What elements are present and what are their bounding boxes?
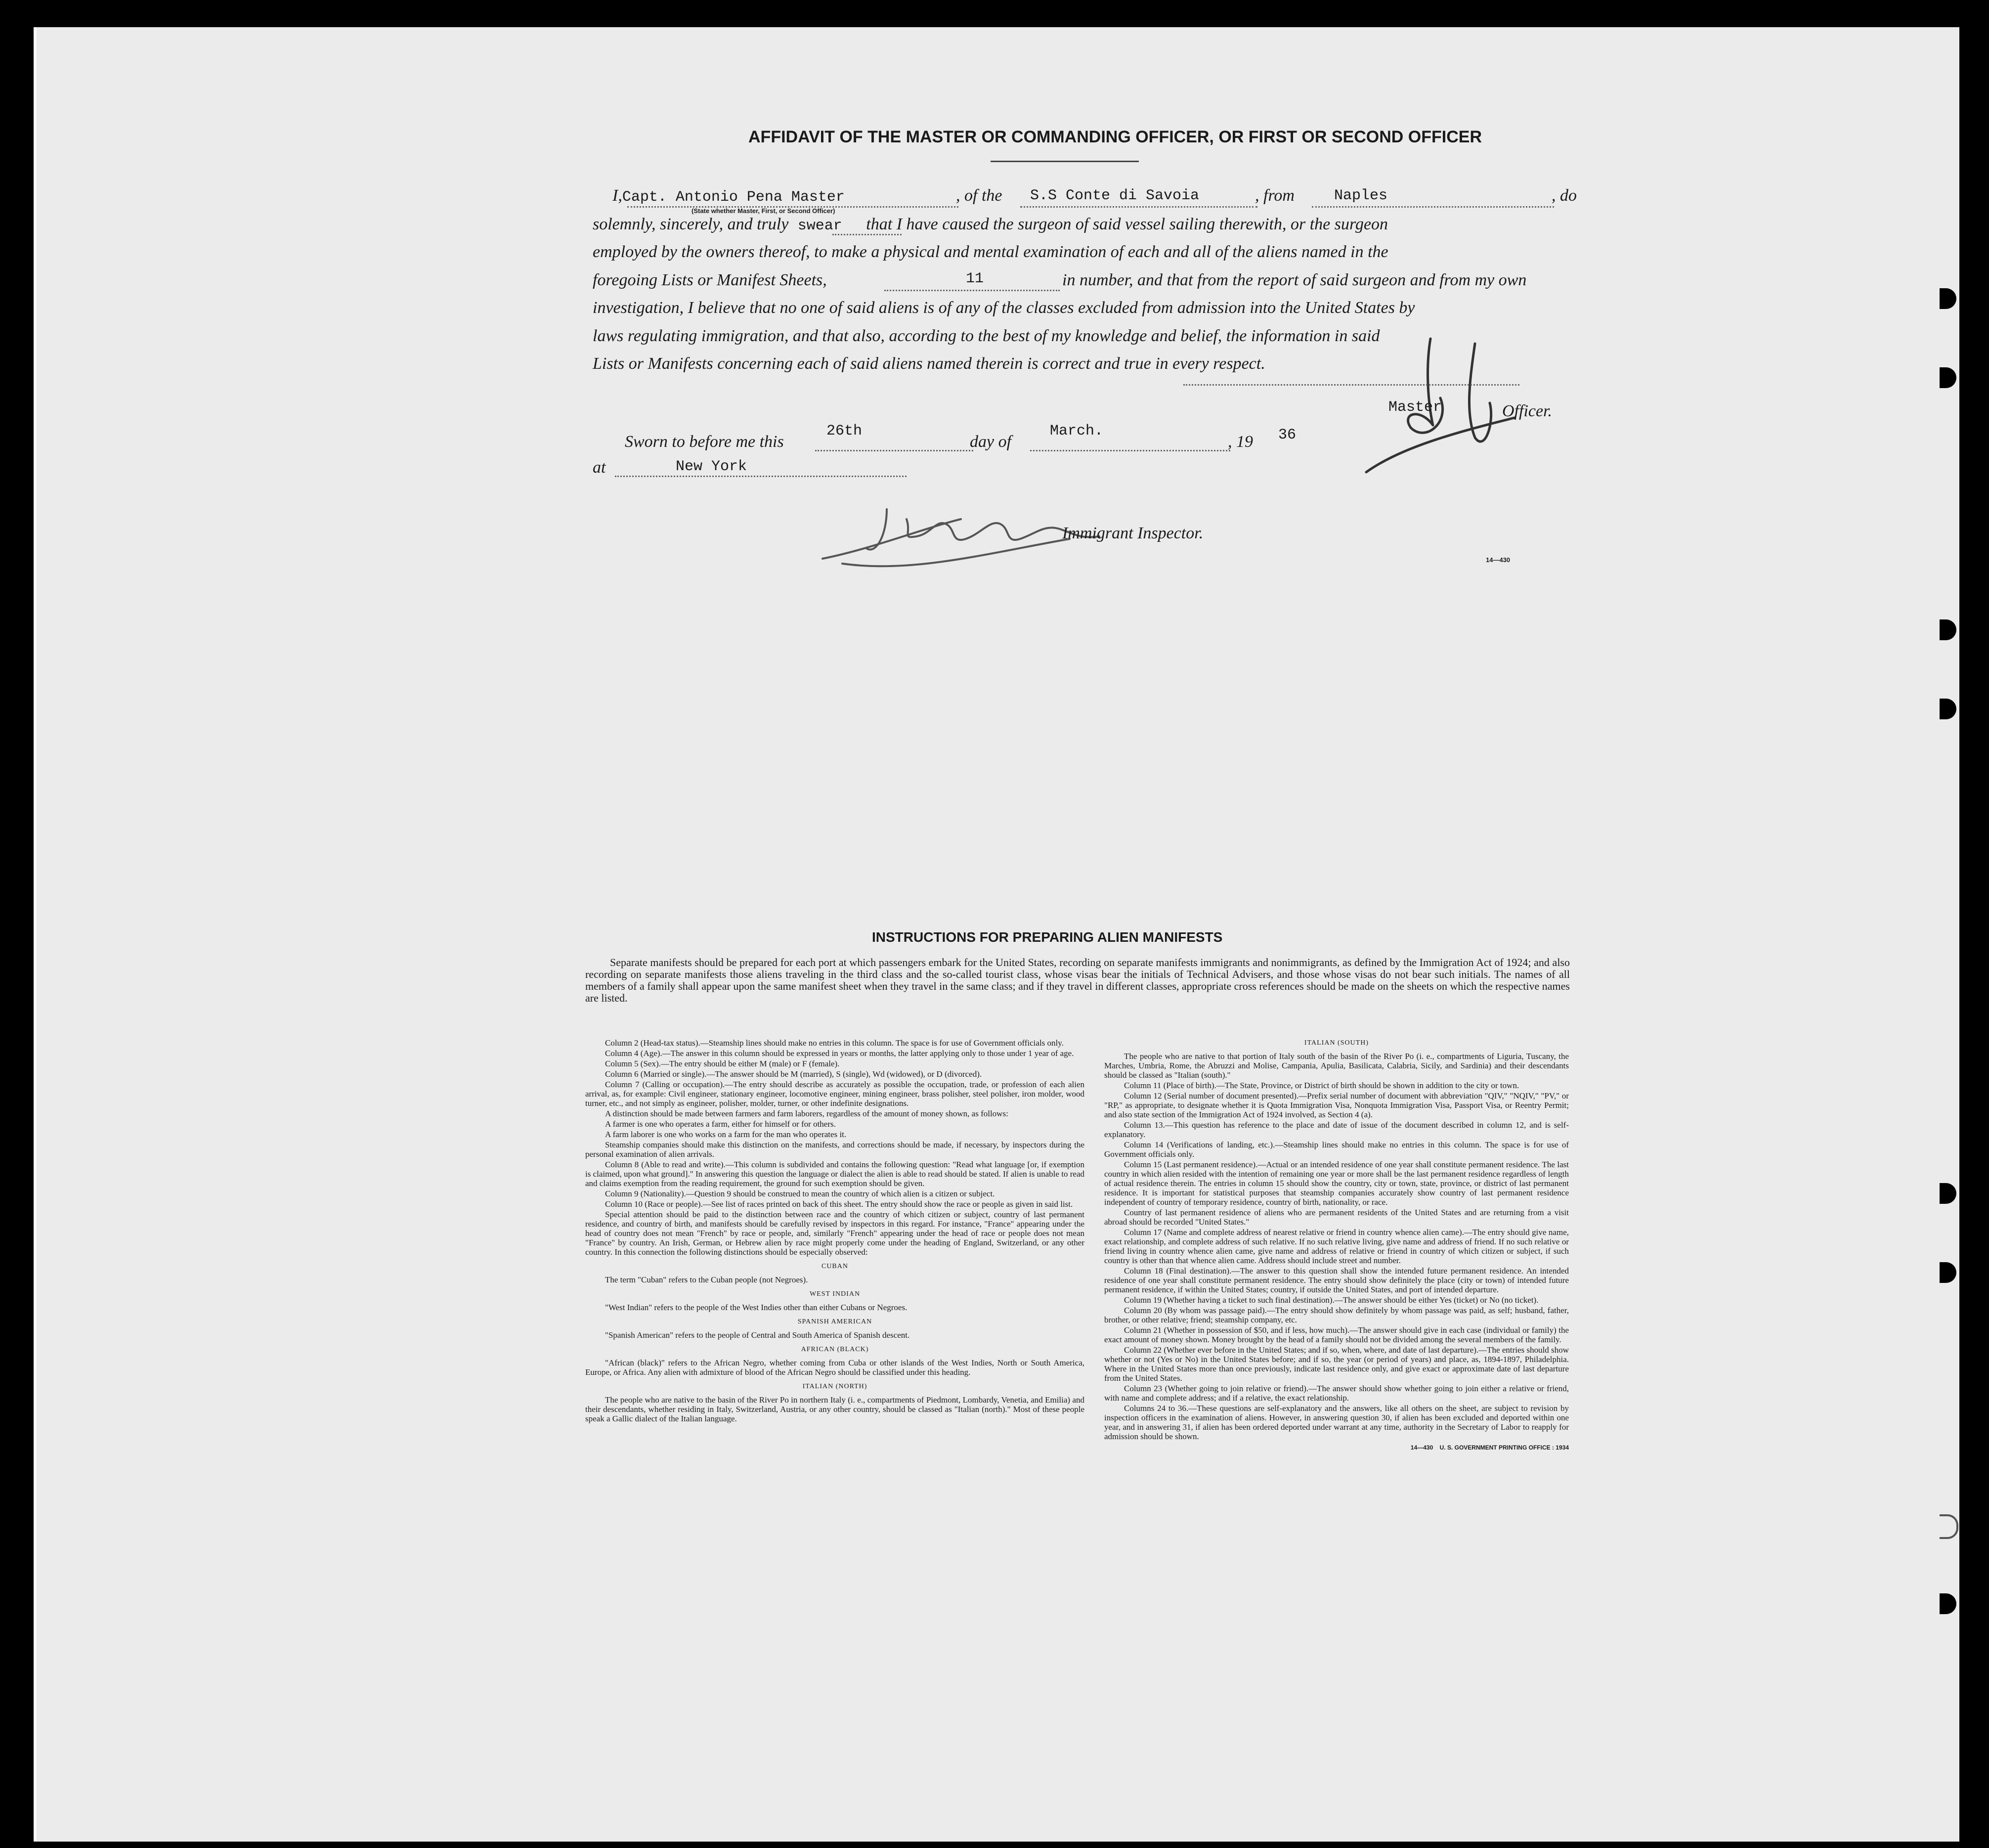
affidavit-line-1 — [612, 186, 845, 206]
instruction-paragraph: Column 7 (Calling or occupation).—The entry should describe as accurately as possible the occupation, trade, or profession of each alien arrival, as, for example: Civil engineer, stationary engineer, locomotive engineer, mining engineer, brass polisher, steel polisher, iron molder, wood turner, etc., and not simply as engineer, polisher, molder, turner, or other indefinite designations. — [585, 1080, 1084, 1108]
year-value: 36 — [1278, 427, 1297, 443]
instruction-paragraph: Column 22 (Whether ever before in the United States; and if so, when, where, and date of last departure).—The entries should show whether or not (Yes or No) in the United States before; and if so, the year (or period of years) and place, as, 1894-1897, Philadelphia. Where in the United States more than once previously, indicate last residence only, and give exact or approximate date of last departure from the United States. — [1104, 1345, 1569, 1383]
instruction-paragraph: Column 18 (Final destination).—The answer to this question shall show the intended future permanent residence. An intended residence of one year shall constitute permanent residence. The entry should show definitely the place (city or town) of intended future permanent residence, if within the United States; country, if outside the United States, and port of intended departure. — [1104, 1266, 1569, 1294]
spanish-american-heading: SPANISH AMERICAN — [797, 1318, 872, 1325]
cuban-heading: CUBAN — [821, 1263, 848, 1270]
instruction-paragraph: A distinction should be made between farmers and farm laborers, regardless of the amount of money shown, as follows: — [605, 1109, 1008, 1118]
binder-hole — [1940, 367, 1956, 388]
affidavit-line-4a: foregoing Lists or Manifest Sheets, — [593, 271, 827, 289]
instruction-paragraph: Column 15 (Last permanent residence).—Actual or an intended residence of one year shall constitute permanent residence. The last country in which alien resided with the intention of remaining one year or more shall be the last permanent residence regardless of length of actual residence therein. The entries in column 15 should show the country, city or town, state, province, or district of last permanent residence. It is important for statistical purposes that steamship companies accurately show country of last permanent residence independent of country of temporary residence, country of birth, nationality, or race. — [1104, 1160, 1569, 1207]
oath-value: swear — [797, 218, 842, 234]
instructions-left-column — [585, 1038, 1084, 1424]
binder-hole — [1940, 288, 1956, 309]
sheets-count-value: 11 — [966, 270, 984, 287]
instruction-paragraph: Column 13.—This question has reference to the place and date of issue of the document described in column 12, and is self-explanatory. — [1104, 1120, 1569, 1139]
instruction-paragraph: Column 21 (Whether in possession of $50, and if less, how much).—The answer should give in each case (individual or family) the exact amount of money shown. Money brought by the head of a family should not be divided among the several members of the family. — [1104, 1325, 1569, 1344]
place-value: New York — [676, 458, 747, 475]
affidavit-line-3: employed by the owners thereof, to make a physical and mental examination of each and all of the aliens named in the — [593, 243, 1388, 261]
do-label: , do — [1552, 186, 1577, 205]
affidavit-line-7: Lists or Manifests concerning each of said aliens named therein is correct and true in every respect. — [593, 354, 1265, 373]
footer-printing-office: U. S. GOVERNMENT PRINTING OFFICE : 1934 — [1439, 1444, 1569, 1451]
african-heading: AFRICAN (BLACK) — [801, 1346, 869, 1353]
manifest-sheet — [34, 27, 1959, 1842]
instruction-paragraph: Column 8 (Able to read and write).—This column is subdivided and contains the following question: "Read what language [or, if exemption is claimed, upon what ground]." In answering this question the language or dialect the alien is able to read should be stated. If alien is unable to read and claims exemption from the reading requirement, the ground for such exemption should be given. — [585, 1160, 1084, 1188]
from-label: , from — [1255, 186, 1295, 205]
month-line — [1030, 450, 1230, 451]
signer-title-value: Master — [1388, 399, 1442, 416]
spanish-american-text: "Spanish American" refers to the people of Central and South America of Spanish descent. — [605, 1330, 910, 1340]
italian-north-text: The people who are native to the basin of the River Po in northern Italy (i. e., compartments of Piedmont, Lombardy, Venetia, and Emilia) and their descendants, whether residing in Italy, Switzerland, Austria, or any other country, should be classed as "Italian (north)." Most of these people speak a Gallic dialect of the Italian language. — [585, 1395, 1084, 1423]
instruction-paragraph: Column 20 (By whom was passage paid).—The entry should show definitely by whom passage was paid, as self; husband, father, brother, or other relative; friend; steamship company, etc. — [1104, 1306, 1569, 1324]
footer-form-number: 14—430 — [1410, 1444, 1433, 1451]
oath-line — [832, 234, 902, 235]
african-text: "African (black)" refers to the African Negro, whether coming from Cuba or other islands of the West Indies, North or South America, Europe, or Africa. Any alien with admixture of blood of the African Negro should be classified under this heading. — [585, 1358, 1084, 1377]
instruction-paragraph: Column 11 (Place of birth).—The State, Province, or District of birth should be shown in addition to the city or town. — [1124, 1081, 1519, 1090]
instruction-paragraph: Steamship companies should make this distinction on the manifests, and corrections should be made, if necessary, by inspectors during the personal examination of alien arrivals. — [585, 1140, 1084, 1159]
footer — [1104, 1443, 1569, 1452]
instruction-paragraph: Column 17 (Name and complete address of nearest relative or friend in country whence alien came).—The entry should give name, exact relationship, and complete address of such relative. If no such relative living, give name and address of friend. If no such relative or friend living in country whence alien came, give name and address of relative or friend in country of which citizen or subject, if such country is other than that whence alien came. Address should include street and number. — [1104, 1228, 1569, 1265]
instruction-paragraph: Column 4 (Age).—The answer in this column should be expressed in years or months, the latter applying only to those under 1 year of age. — [605, 1049, 1074, 1058]
day-of-label: day of — [970, 433, 1012, 451]
sheets-line — [884, 290, 1060, 291]
affidavit-line-6: laws regulating immigration, and that also, according to the best of my knowledge and belief, the information in said — [593, 327, 1380, 345]
instruction-paragraph: A farmer is one who operates a farm, either for himself or for others. — [605, 1119, 836, 1129]
instruction-paragraph: The people who are native to that portion of Italy south of the basin of the River Po (i. e., compartments of Liguria, Tuscany, the Marches, Umbria, Rome, the Abruzzi and Molise, Campania, Apulia, Basilicata, Calabria, Sicily, and Sardinia) and their descendants should be classed as "Italian (south)." — [1104, 1052, 1569, 1080]
affidavit-line-2 — [593, 215, 1388, 234]
instruction-paragraph: Column 6 (Married or single).—The answer should be M (married), S (single), Wd (widowed), or D (divorced). — [605, 1069, 982, 1079]
west-indian-text: "West Indian" refers to the people of the West Indies other than either Cubans or Negroes. — [605, 1303, 908, 1312]
instructions-intro: Separate manifests should be prepared for each port at which passengers embark for the United States, recording on separate manifests immigrants and nonimmigrants, as defined by the Immigration Act of 1924; and also recording on separate manifests those aliens traveling in the third class and the so-called tourist class, whose visas bear the initials of Technical Advisers, and those whose visas do not bear such initials. The names of all members of a family shall appear upon the same manifest sheet when they travel in the same class; and if they travel in different classes, appropriate cross references should be made on the sheets on which the respective names are listed. — [585, 956, 1570, 1004]
binder-hole — [1940, 1514, 1958, 1539]
affidavit-line-4b: in number, and that from the report of said surgeon and from my own — [1062, 271, 1527, 289]
affidavit-title: AFFIDAVIT OF THE MASTER OR COMMANDING OFFICER, OR FIRST OR SECOND OFFICER — [748, 128, 1482, 146]
instruction-paragraph: Column 10 (Race or people).—See list of races printed on back of this sheet. The entry should show the race or people as given in said list. — [605, 1199, 1073, 1209]
instruction-paragraph: Columns 24 to 36.—These questions are self-explanatory and the answers, like all others on the sheet, are subject to revision by inspection officers in the examination of aliens. However, in answering question 30, if alien has been excluded and deported within one year, and in answering 31, if alien has been ordered deported under warrant at any time, authority in the Secretary of Labor to reapply for admission should be shown. — [1104, 1404, 1569, 1441]
instruction-paragraph: A farm laborer is one who works on a farm for the man who operates it. — [605, 1130, 847, 1139]
west-indian-heading: WEST INDIAN — [809, 1290, 861, 1298]
instruction-paragraph: Country of last permanent residence of aliens who are permanent residents of the United States and are returning from a visit abroad should be recorded "United States." — [1104, 1208, 1569, 1227]
title-rule — [991, 161, 1139, 162]
port-line — [1312, 206, 1554, 208]
of-the-label: , of the — [956, 186, 1002, 205]
inspector-label: Immigrant Inspector. — [1062, 524, 1204, 542]
instruction-paragraph: Column 12 (Serial number of document presented).—Prefix serial number of document with abbreviation "QIV," "NQIV," "PV," or "RP," as appropriate, to designate whether it is Quota Immigration Visa, Nonquota Immigration Visa, Passport Visa, or Reentry Permit; and also state section of the Immigration Act of 1924 involved, as Section 4 (a). — [1104, 1091, 1569, 1119]
instructions-right-column — [1104, 1038, 1569, 1452]
i-label: I, — [612, 186, 622, 205]
binder-hole — [1940, 619, 1956, 640]
affidavit-line-5: investigation, I believe that no one of said aliens is of any of the classes excluded from admission into the United States by — [593, 299, 1415, 317]
vessel-line — [1020, 206, 1257, 208]
binder-hole — [1940, 699, 1956, 719]
officer-note: (State whether Master, First, or Second Officer) — [692, 207, 835, 215]
form-number: 14—430 — [1486, 556, 1511, 564]
at-label: at — [593, 458, 606, 477]
day-line — [815, 450, 973, 451]
instruction-paragraph: Column 19 (Whether having a ticket to such final destination).—The answer should be either Yes (ticket) or No (no ticket). — [1124, 1295, 1539, 1305]
instruction-paragraph: Special attention should be paid to the distinction between race and the country of which citizen or subject, country of last permanent residence, and country of birth, and manifests should be carefully revised by inspectors in this regard. For instance, "France" appearing under the head of country does not mean "French" by race or people, and, similarly "French" appearing under the head of race or people does not mean "France" by country. An Irish, German, or Hebrew alien by race might properly come under the heading of England, Switzerland, or any other country. In this connection the following distinctions should be especially observed: — [585, 1210, 1084, 1257]
cuban-text: The term "Cuban" refers to the Cuban people (not Negroes). — [605, 1275, 808, 1284]
italian-south-heading: ITALIAN (SOUTH) — [1304, 1039, 1369, 1047]
day-value: 26th — [826, 423, 863, 440]
officer-name-value: Capt. Antonio Pena Master — [622, 189, 845, 206]
italian-north-heading: ITALIAN (NORTH) — [802, 1383, 867, 1390]
officer-label: Officer. — [1502, 402, 1553, 420]
year-prefix: , 19 — [1228, 433, 1253, 451]
month-value: March. — [1050, 423, 1104, 440]
solemnly-text: solemnly, sincerely, and truly — [593, 215, 789, 233]
place-line — [615, 476, 907, 477]
port-value: Naples — [1334, 187, 1388, 204]
instruction-paragraph: Column 23 (Whether going to join relative or friend).—The answer should show whether going to join either a relative or friend, with name and complete address; and if a relative, the exact relationship. — [1104, 1384, 1569, 1403]
instructions-title: INSTRUCTIONS FOR PREPARING ALIEN MANIFESTS — [872, 929, 1223, 945]
instruction-paragraph: Column 9 (Nationality).—Question 9 should be construed to mean the country of which alien is a citizen or subject. — [605, 1189, 995, 1198]
instruction-paragraph: Column 5 (Sex).—The entry should be either M (male) or F (female). — [605, 1059, 840, 1068]
binder-hole — [1940, 1262, 1956, 1283]
binder-hole — [1940, 1183, 1956, 1204]
vessel-name-value: S.S Conte di Savoia — [1030, 187, 1200, 204]
binder-hole — [1940, 1593, 1956, 1614]
sworn-label: Sworn to before me this — [625, 433, 784, 451]
instruction-paragraph: Column 2 (Head-tax status).—Steamship lines should make no entries in this column. The space is for use of Government officials only. — [605, 1038, 1064, 1048]
surgeon-text: that I have caused the surgeon of said vessel sailing therewith, or the surgeon — [866, 215, 1388, 233]
signature-line — [1183, 384, 1519, 386]
instruction-paragraph: Column 14 (Verifications of landing, etc.).—Steamship lines should make no entries in this column. The space is for use of Government officials only. — [1104, 1140, 1569, 1159]
